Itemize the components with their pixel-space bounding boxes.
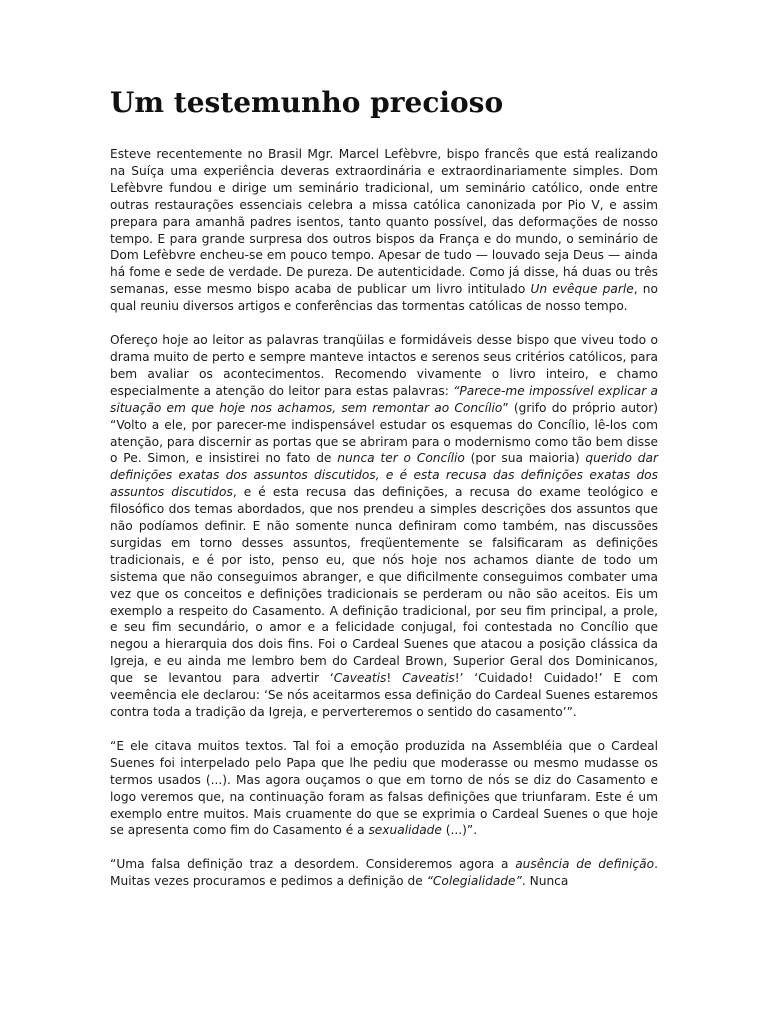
text-run: ” (grifo do próprio autor) “Volto a ele, por parecer-me indispensável estudar os esquemas do Concílio, lê-los com atenção, para discernir as portas que se abriram para o modernismo como tão bem disse o Pe. Simon, e insistirei no fato de	[110, 400, 659, 466]
text-run: !	[386, 671, 403, 686]
italic-text: Un evêque parle	[530, 282, 634, 297]
italic-text: nunca ter o Concílio	[337, 451, 465, 466]
italic-text: “Colegialidade”	[426, 874, 522, 889]
text-run: (...)”.	[441, 823, 478, 838]
text-run: “E ele citava muitos textos. Tal foi a emoção produzida na Assembléia que o Cardeal Suenes foi interpelado pelo Papa que lhe pediu que moderasse ou mesmo mudasse os termos usados (...). Mas agora ouçamos o que em torno de nós se diz do Casamento e logo veremos que, na continuação foram as falsas definições que triunfaram. Este é um exemplo entre muitos. Mais cruamente do que se exprimia o Cardeal Suenes o que hoje se apresenta como fim do Casamento é a	[110, 738, 658, 838]
text-run: “Uma falsa definição traz a desordem. Consideremos agora a	[110, 857, 516, 872]
text-run: . Muitas vezes procuramos e pedimos a definição de	[110, 857, 658, 889]
article-paragraph-4	[110, 856, 658, 890]
text-run: . Nunca	[521, 874, 569, 889]
text-run: Esteve recentemente no Brasil Mgr. Marcel Lefèbvre, bispo francês que está realizando na Suíça uma experiência deveras extraordinária e extraordinariamente simples. Dom Lefèbvre fundou e dirige um seminário tradicional, um seminário católico, onde entre outras restaurações essenciais celebra a missa católica canonizada por Pio V, e assim prepara para amanhã padres isentos, tanto quanto possível, das deformações de nosso tempo. E para grande surpresa dos outros bispos da França e do mundo, o seminário de Dom Lefèbvre encheu-se em pouco tempo. Apesar de tudo — louvado seja Deus — ainda há fome e sede de verdade. De pureza. De autenticidade. Como já disse, há duas ou três semanas, esse mesmo bispo acaba de publicar um livro intitulado	[110, 147, 658, 297]
italic-text: querido dar definições exatas dos assuntos discutidos, e é esta recusa das definições exatas dos assuntos discutidos	[110, 451, 659, 500]
italic-text: Caveatis	[402, 671, 455, 686]
text-run: , e é esta recusa das definições, a recusa do exame teológico e filosófico dos temas abordados, que nos prendeu a simples descrições dos assuntos que não podíamos definir. E não somente nunca definiram como também, nas discussões surgidas em torno desses assuntos, freqüentemente se falsificaram as definições tradicionais, e é por isto, penso eu, que nós hoje nos achamos diante de todo um sistema que não conseguimos abranger, e que dificilmente conseguimos combater uma vez que os conceitos e definições tradicionais se perderam ou não são aceitos. Eis um exemplo a respeito do Casamento. A definição tradicional, por seu fim principal, a prole, e seu fim secundário, o amor e a felicidade conjugal, foi contestada no Concílio que negou a hierarquia dos dois fins. Foi o Cardeal Suenes que atacou a posição clássica da Igreja, e eu ainda me lembro bem do Cardeal Brown, Superior Geral dos Dominicanos, que se levantou para advertir ‘	[110, 485, 658, 686]
text-run: (por sua maioria)	[464, 451, 586, 466]
italic-text: Caveatis	[333, 671, 387, 686]
text-run: Ofereço hoje ao leitor as palavras tranqüilas e formidáveis desse bispo que viveu todo o drama muito de perto e sempre manteve intactos e serenos seus critérios católicos, para bem avaliar os acontecimentos. Recomendo vivamente o livro inteiro, e chamo especialmente a atenção do leitor para estas palavras:	[110, 333, 658, 398]
italic-text: sexualidade	[368, 823, 442, 838]
text-run: !’ ‘Cuidado! Cuidado!’ E com veemência ele declarou: ‘Se nós aceitarmos essa definição do Cardeal Suenes estaremos contra toda a tradição da Igreja, e perverteremos o sentido do casamento’”.	[110, 671, 658, 719]
text-run: , no qual reuniu diversos artigos e conferências das tormentas católicas de nosso tempo.	[110, 282, 658, 314]
italic-text: “Parece-me impossível explicar a situação em que hoje nos achamos, sem remontar ao Concílio	[110, 383, 659, 415]
italic-text: ausência de definição	[515, 857, 655, 872]
article	[110, 84, 658, 907]
article-title: Um testemunho precioso	[110, 86, 504, 119]
article-paragraph-3	[110, 738, 658, 839]
article-paragraph-1	[110, 146, 658, 315]
article-paragraph-2	[110, 332, 658, 721]
